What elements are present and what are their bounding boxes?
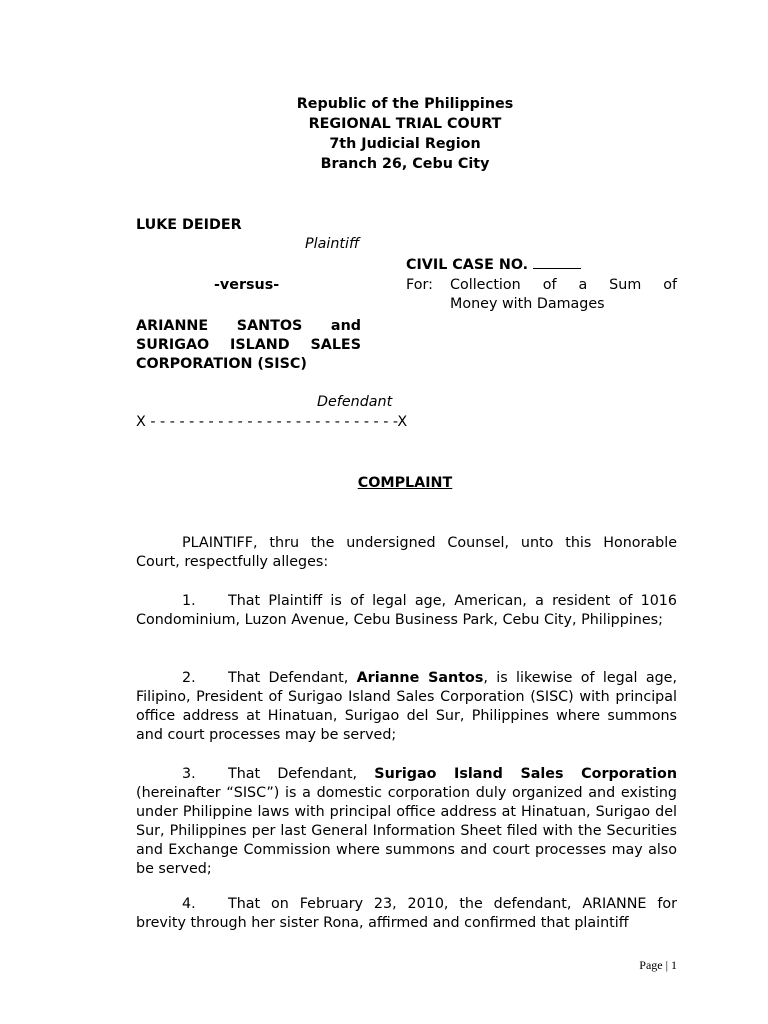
- header-region: 7th Judicial Region: [329, 136, 481, 152]
- paragraph-4: [136, 895, 677, 933]
- header-branch: Branch 26, Cebu City: [320, 156, 490, 172]
- header-court: REGIONAL TRIAL COURT: [308, 116, 502, 132]
- paragraph-3: [136, 765, 677, 879]
- versus-label: -versus-: [214, 277, 280, 293]
- document-title: COMPLAINT: [357, 475, 453, 491]
- defendant-line-3: CORPORATION (SISC): [136, 356, 307, 372]
- case-number-line: [406, 256, 581, 275]
- plaintiff-name: LUKE DEIDER: [136, 217, 242, 233]
- paragraph-2-text-a: That Defendant,: [228, 670, 357, 686]
- page-number: Page | 1: [639, 958, 677, 972]
- paragraph-3-number: 3.: [182, 766, 196, 782]
- paragraph-1-text: That Plaintiff is of legal age, American, a resident of 1016 Condominium, Luzon Avenue, Cebu Business Park, Cebu City, Philippines;: [136, 593, 677, 628]
- paragraph-2: [136, 669, 677, 745]
- paragraph-3-text-a: That Defendant,: [228, 766, 375, 782]
- caption-separator: X - - - - - - - - - - - - - - - - - - - - - - - - - -X: [136, 414, 408, 430]
- case-number-blank: [533, 256, 581, 269]
- intro-text-1: PLAINTIFF, thru the undersigned Counsel, unto this Honorable: [182, 535, 677, 551]
- defendant-line-1: ARIANNE SANTOS and: [136, 318, 361, 334]
- defendant-role: Defendant: [317, 394, 393, 410]
- intro-line-2: Court, respectfully alleges:: [136, 554, 329, 570]
- for-line-1: Collection of a Sum of: [450, 277, 677, 293]
- paragraph-3-bold: Surigao Island Sales Corporation: [374, 766, 677, 782]
- case-number-label: CIVIL CASE NO.: [406, 257, 529, 273]
- paragraph-4-number: 4.: [182, 896, 196, 912]
- paragraph-1-number: 1.: [182, 593, 196, 609]
- for-label: For:: [406, 277, 433, 293]
- paragraph-2-text-b: , is likewise of legal age, Filipino, President of Surigao Island Sales Corporation (SISC) with principal office address at Hinatuan, Surigao del Sur, Philippines where summons and court processes may be served;: [136, 670, 677, 743]
- for-line-2: Money with Damages: [450, 296, 605, 312]
- paragraph-3-text-b: (hereinafter “SISC”) is a domestic corporation duly organized and existing under Philippine laws with principal office address at Hinatuan, Surigao del Sur, Philippines per last General Information Sheet filed with the Securities and Exchange Commission where summons and court processes may also be served;: [136, 785, 677, 877]
- header-republic: Republic of the Philippines: [296, 96, 514, 112]
- plaintiff-role: Plaintiff: [305, 236, 360, 252]
- paragraph-1: [136, 592, 677, 630]
- paragraph-4-text: That on February 23, 2010, the defendant, ARIANNE for brevity through her sister Rona, affirmed and confirmed that plaintiff: [136, 896, 677, 931]
- paragraph-2-bold: Arianne Santos: [356, 670, 484, 686]
- paragraph-2-number: 2.: [182, 670, 196, 686]
- defendant-line-2: SURIGAO ISLAND SALES: [136, 337, 361, 353]
- intro-line-1: [136, 534, 677, 553]
